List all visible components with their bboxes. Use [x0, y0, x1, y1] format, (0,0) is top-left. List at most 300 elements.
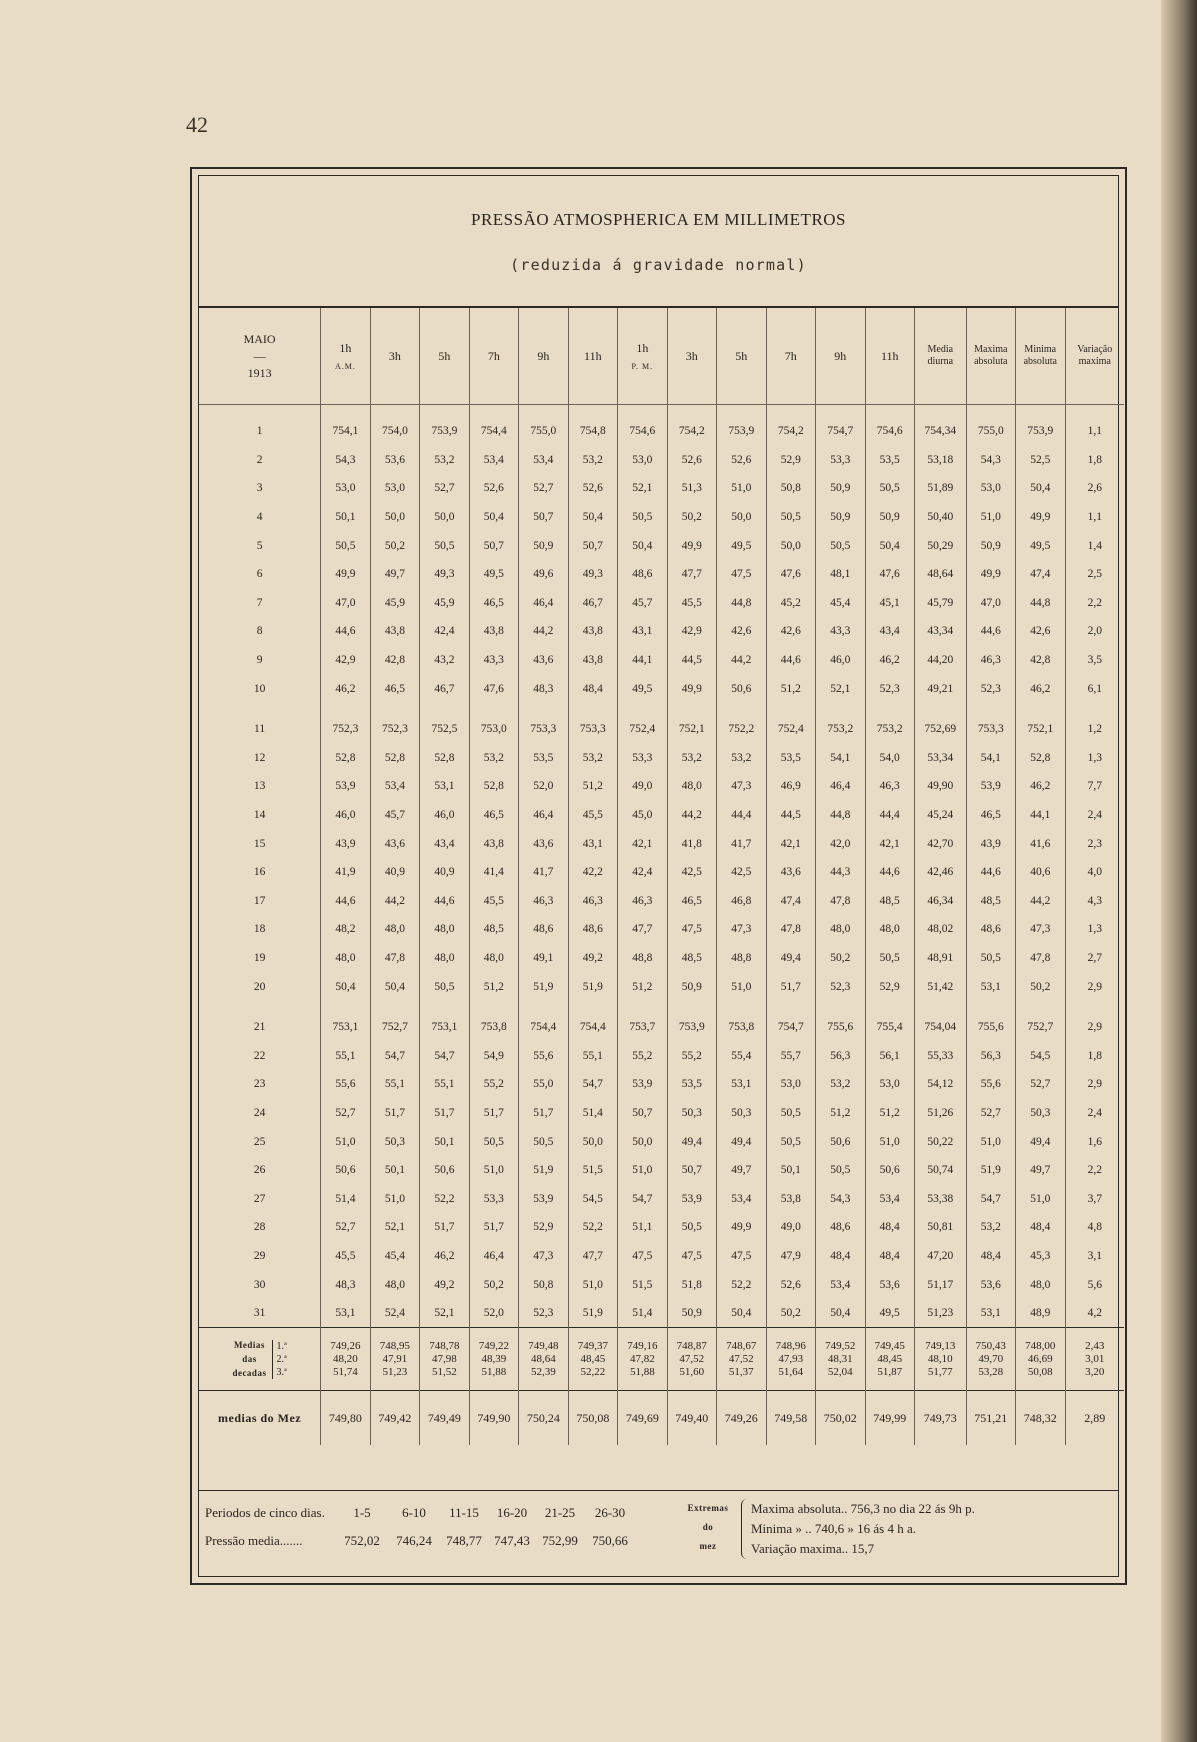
- periodo-value: 750,66: [592, 1533, 628, 1548]
- decadas-value: 749,37: [577, 1339, 608, 1352]
- value-cell: 50,3: [717, 1099, 766, 1128]
- value-cell: 48,8: [717, 944, 766, 973]
- value-cell: 50,81: [914, 1213, 966, 1242]
- value-cell: 47,3: [717, 915, 766, 944]
- decadas-value: 47,52: [679, 1352, 705, 1365]
- hour-label: 5h: [438, 348, 451, 363]
- value-cell: 53,1: [966, 972, 1015, 1001]
- value-cell: 50,5: [667, 1213, 716, 1242]
- value-cell: 50,2: [469, 1270, 518, 1299]
- gap-cell: [865, 1001, 914, 1013]
- day-cell: 11: [254, 723, 266, 736]
- decadas-cell: [914, 1328, 966, 1391]
- value-cell: 52,1: [816, 674, 865, 703]
- value-cell: 51,2: [618, 972, 667, 1001]
- value-cell: 43,8: [469, 829, 518, 858]
- value-cell: 53,2: [966, 1213, 1015, 1242]
- header-line: Minima: [1024, 344, 1057, 355]
- decadas-value: 51,23: [382, 1365, 408, 1378]
- table-row: [199, 1270, 1124, 1299]
- value-cell: 753,9: [1016, 405, 1065, 446]
- value-cell: 42,70: [914, 829, 966, 858]
- gap-cell: [717, 703, 766, 715]
- table-row: [199, 715, 1124, 744]
- value-cell: 52,1: [420, 1299, 469, 1328]
- value-cell: 54,7: [370, 1041, 419, 1070]
- table-row: [199, 1013, 1124, 1042]
- value-cell: 2,5: [1065, 560, 1124, 589]
- value-cell: 44,5: [766, 801, 815, 830]
- value-cell: 43,1: [618, 617, 667, 646]
- value-cell: 46,7: [568, 589, 617, 618]
- value-cell: 48,91: [914, 944, 966, 973]
- value-cell: 53,9: [618, 1070, 667, 1099]
- value-cell: 45,5: [321, 1242, 370, 1271]
- decadas-value: 49,70: [978, 1352, 1004, 1365]
- value-cell: 50,5: [865, 944, 914, 973]
- value-cell: 1,3: [1065, 915, 1124, 944]
- value-cell: 47,4: [1016, 560, 1065, 589]
- value-cell: 52,3: [865, 674, 914, 703]
- value-cell: 755,6: [966, 1013, 1015, 1042]
- decadas-value: 3,01: [1085, 1352, 1105, 1365]
- medias-mez-value: 749,80: [321, 1391, 370, 1446]
- value-cell: 46,5: [966, 801, 1015, 830]
- decade-gap: [199, 1001, 1124, 1013]
- value-cell: 754,2: [766, 405, 815, 446]
- value-cell: 45,24: [914, 801, 966, 830]
- value-cell: 42,6: [766, 617, 815, 646]
- table-row: [199, 915, 1124, 944]
- value-cell: 50,6: [865, 1156, 914, 1185]
- gap-cell: [321, 1001, 370, 1013]
- day-cell: 10: [253, 682, 266, 695]
- value-cell: 46,4: [519, 801, 568, 830]
- periodo-range: 11-15: [449, 1505, 479, 1520]
- value-cell: 2,4: [1065, 1099, 1124, 1128]
- value-cell: 44,8: [717, 589, 766, 618]
- table-row: [199, 1127, 1124, 1156]
- periodos-label: Periodos de cinco dias.: [205, 1505, 325, 1520]
- value-cell: 1,1: [1065, 405, 1124, 446]
- table-row: [199, 474, 1124, 503]
- value-cell: 51,0: [717, 972, 766, 1001]
- value-cell: 50,2: [1016, 972, 1065, 1001]
- decadas-label-cell: [199, 1328, 321, 1391]
- value-cell: 53,2: [667, 744, 716, 773]
- value-cell: 51,1: [618, 1213, 667, 1242]
- day-cell: 4: [256, 511, 263, 524]
- value-cell: 46,2: [420, 1242, 469, 1271]
- decadas-value: 46,69: [1027, 1352, 1053, 1365]
- value-cell: 50,5: [519, 1127, 568, 1156]
- value-cell: 2,2: [1065, 1156, 1124, 1185]
- decadas-label-line: das: [242, 1354, 257, 1365]
- value-cell: 54,7: [966, 1184, 1015, 1213]
- value-cell: 49,5: [1016, 531, 1065, 560]
- header-line: Maxima: [974, 344, 1008, 355]
- value-cell: 56,3: [816, 1041, 865, 1070]
- value-cell: 54,1: [816, 744, 865, 773]
- value-cell: 50,8: [519, 1270, 568, 1299]
- value-cell: 50,6: [321, 1156, 370, 1185]
- value-cell: 46,9: [766, 772, 815, 801]
- decadas-value: 51,64: [778, 1365, 804, 1378]
- day-cell: 17: [253, 894, 266, 907]
- value-cell: 48,5: [469, 915, 518, 944]
- medias-mez-value: 749,90: [469, 1391, 518, 1446]
- value-cell: 48,5: [667, 944, 716, 973]
- decadas-cell: [667, 1328, 716, 1391]
- value-cell: 48,9: [1016, 1299, 1065, 1328]
- header-line: diurna: [927, 356, 954, 367]
- value-cell: 49,9: [717, 1213, 766, 1242]
- value-cell: 51,7: [766, 972, 815, 1001]
- value-cell: 753,3: [966, 715, 1015, 744]
- value-cell: 47,5: [717, 1242, 766, 1271]
- day-cell: 20: [253, 980, 266, 993]
- value-cell: 51,26: [914, 1099, 966, 1128]
- value-cell: 51,0: [865, 1127, 914, 1156]
- hour-label: 3h: [685, 348, 698, 363]
- value-cell: 53,2: [568, 446, 617, 475]
- value-cell: 50,9: [865, 503, 914, 532]
- value-cell: 50,2: [667, 503, 716, 532]
- value-cell: 754,6: [865, 405, 914, 446]
- value-cell: 52,9: [519, 1213, 568, 1242]
- value-cell: 753,3: [519, 715, 568, 744]
- hour-label: 11h: [880, 348, 899, 363]
- month-dash: —: [253, 349, 266, 363]
- value-cell: 46,4: [816, 772, 865, 801]
- value-cell: 42,8: [1016, 646, 1065, 675]
- table-row: [199, 560, 1124, 589]
- value-cell: 752,3: [370, 715, 419, 744]
- decadas-value: 48,45: [877, 1352, 903, 1365]
- value-cell: 53,9: [321, 772, 370, 801]
- value-cell: 53,2: [469, 744, 518, 773]
- header-minima-absoluta: [1016, 308, 1065, 405]
- value-cell: 48,6: [816, 1213, 865, 1242]
- table-body: [199, 405, 1124, 1446]
- decadas-cell: [370, 1328, 419, 1391]
- value-cell: 56,3: [966, 1041, 1015, 1070]
- value-cell: 51,9: [568, 1299, 617, 1328]
- value-cell: 754,4: [568, 1013, 617, 1042]
- value-cell: 54,3: [816, 1184, 865, 1213]
- value-cell: 752,7: [1016, 1013, 1065, 1042]
- value-cell: 45,1: [865, 589, 914, 618]
- table-row: [199, 1299, 1124, 1328]
- gap-cell: [1016, 1001, 1065, 1013]
- value-cell: 52,6: [667, 446, 716, 475]
- value-cell: 47,8: [1016, 944, 1065, 973]
- decadas-value: 748,95: [379, 1339, 411, 1352]
- value-cell: 55,1: [321, 1041, 370, 1070]
- value-cell: 752,4: [766, 715, 815, 744]
- decade-gap: [199, 703, 1124, 715]
- value-cell: 754,7: [816, 405, 865, 446]
- value-cell: 50,0: [618, 1127, 667, 1156]
- value-cell: 48,4: [865, 1242, 914, 1271]
- value-cell: 52,6: [717, 446, 766, 475]
- gap-cell: [1016, 703, 1065, 715]
- value-cell: 50,5: [766, 503, 815, 532]
- header-hour: [519, 308, 568, 405]
- value-cell: 755,6: [816, 1013, 865, 1042]
- value-cell: 49,0: [766, 1213, 815, 1242]
- value-cell: 47,5: [667, 1242, 716, 1271]
- value-cell: 46,2: [1016, 772, 1065, 801]
- value-cell: 53,4: [816, 1270, 865, 1299]
- value-cell: 47,0: [966, 589, 1015, 618]
- value-cell: 49,21: [914, 674, 966, 703]
- value-cell: 47,6: [469, 674, 518, 703]
- value-cell: 45,7: [370, 801, 419, 830]
- periodo-range: 16-20: [496, 1505, 528, 1520]
- day-cell: 9: [256, 654, 263, 667]
- value-cell: 45,3: [1016, 1242, 1065, 1271]
- value-cell: 48,4: [865, 1213, 914, 1242]
- value-cell: 44,2: [667, 801, 716, 830]
- gap-cell: [420, 703, 469, 715]
- value-cell: 51,9: [519, 1156, 568, 1185]
- value-cell: 44,4: [865, 801, 914, 830]
- value-cell: 42,1: [618, 829, 667, 858]
- value-cell: 51,23: [914, 1299, 966, 1328]
- value-cell: 42,6: [1016, 617, 1065, 646]
- decadas-cell: [717, 1328, 766, 1391]
- value-cell: 51,4: [321, 1184, 370, 1213]
- value-cell: 47,9: [766, 1242, 815, 1271]
- extremas-line: Extremas: [687, 1503, 729, 1513]
- value-cell: 51,89: [914, 474, 966, 503]
- value-cell: 50,7: [469, 531, 518, 560]
- header-line: absoluta: [974, 356, 1008, 367]
- value-cell: 53,0: [370, 474, 419, 503]
- value-cell: 44,4: [717, 801, 766, 830]
- decadas-cell: [1016, 1328, 1065, 1391]
- decadas-value: 52,22: [580, 1365, 606, 1378]
- value-cell: 49,5: [717, 531, 766, 560]
- value-cell: 47,20: [914, 1242, 966, 1271]
- value-cell: 54,0: [865, 744, 914, 773]
- value-cell: 50,74: [914, 1156, 966, 1185]
- table-title: PRESSÃO ATMOSPHERICA EM MILLIMETROS: [470, 210, 847, 229]
- medias-decadas-row: [199, 1328, 1124, 1391]
- value-cell: 50,4: [816, 1299, 865, 1328]
- value-cell: 41,7: [717, 829, 766, 858]
- value-cell: 45,0: [618, 801, 667, 830]
- header-hour: [618, 308, 667, 405]
- table-row: [199, 1213, 1124, 1242]
- value-cell: 53,4: [519, 446, 568, 475]
- value-cell: 53,4: [370, 772, 419, 801]
- extremas-minima: Minima » .. 740,6 » 16 ás 4 h a.: [751, 1521, 917, 1536]
- value-cell: 49,7: [370, 560, 419, 589]
- value-cell: 44,2: [370, 887, 419, 916]
- value-cell: 48,0: [420, 915, 469, 944]
- decadas-value: 48,45: [580, 1352, 606, 1365]
- value-cell: 55,1: [420, 1070, 469, 1099]
- header-hour: [469, 308, 518, 405]
- value-cell: 51,2: [469, 972, 518, 1001]
- value-cell: 52,8: [420, 744, 469, 773]
- decadas-value: 47,91: [382, 1352, 408, 1365]
- value-cell: 55,0: [519, 1070, 568, 1099]
- value-cell: 52,5: [1016, 446, 1065, 475]
- value-cell: 50,9: [816, 474, 865, 503]
- hour-label: 7h: [487, 348, 500, 363]
- value-cell: 53,4: [865, 1184, 914, 1213]
- table-row: [199, 944, 1124, 973]
- value-cell: 754,04: [914, 1013, 966, 1042]
- decadas-index-line: 3.ª: [276, 1366, 287, 1378]
- pm-label: P. M.: [631, 362, 654, 371]
- gap-cell: [469, 703, 518, 715]
- value-cell: 50,0: [568, 1127, 617, 1156]
- decadas-label: [232, 1338, 266, 1380]
- header-line: Variação: [1077, 344, 1113, 355]
- value-cell: 50,5: [420, 531, 469, 560]
- value-cell: 755,4: [865, 1013, 914, 1042]
- medias-mez-value: 749,58: [766, 1391, 815, 1446]
- medias-mez-value: 749,99: [865, 1391, 914, 1446]
- value-cell: 1,8: [1065, 446, 1124, 475]
- value-cell: 3,7: [1065, 1184, 1124, 1213]
- value-cell: 53,8: [766, 1184, 815, 1213]
- value-cell: 51,2: [568, 772, 617, 801]
- day-cell: 21: [253, 1021, 266, 1034]
- value-cell: 48,02: [914, 915, 966, 944]
- extremas-label: [677, 1499, 739, 1556]
- value-cell: 49,7: [717, 1156, 766, 1185]
- value-cell: 48,0: [667, 772, 716, 801]
- value-cell: 55,2: [618, 1041, 667, 1070]
- value-cell: 50,5: [766, 1127, 815, 1156]
- value-cell: 46,34: [914, 887, 966, 916]
- value-cell: 52,3: [816, 972, 865, 1001]
- decadas-value: 51,37: [728, 1365, 754, 1378]
- decadas-value: 51,77: [927, 1365, 953, 1378]
- day-cell: 6: [256, 568, 263, 581]
- value-cell: 49,0: [618, 772, 667, 801]
- value-cell: 45,5: [667, 589, 716, 618]
- value-cell: 753,0: [469, 715, 518, 744]
- value-cell: 51,0: [1016, 1184, 1065, 1213]
- table-row: [199, 617, 1124, 646]
- medias-mez-value: 748,32: [1016, 1391, 1065, 1446]
- gap-cell: [766, 703, 815, 715]
- value-cell: 46,3: [519, 887, 568, 916]
- value-cell: 50,0: [766, 531, 815, 560]
- value-cell: 46,3: [568, 887, 617, 916]
- value-cell: 43,8: [370, 617, 419, 646]
- extremas-variacao: Variação maxima.. 15,7: [751, 1541, 875, 1556]
- gap-cell: [914, 1001, 966, 1013]
- value-cell: 55,2: [469, 1070, 518, 1099]
- gap-cell: [717, 1001, 766, 1013]
- value-cell: 49,4: [766, 944, 815, 973]
- value-cell: 3,5: [1065, 646, 1124, 675]
- hour-label: 11h: [584, 348, 602, 363]
- gap-cell: [199, 1001, 321, 1013]
- day-cell: 12: [253, 751, 266, 764]
- summary-footer: [199, 1490, 1118, 1581]
- value-cell: 51,7: [519, 1099, 568, 1128]
- value-cell: 1,6: [1065, 1127, 1124, 1156]
- value-cell: 2,9: [1065, 972, 1124, 1001]
- value-cell: 6,1: [1065, 674, 1124, 703]
- value-cell: 753,1: [321, 1013, 370, 1042]
- decadas-value: 47,93: [778, 1352, 804, 1365]
- value-cell: 48,0: [370, 915, 419, 944]
- gap-cell: [469, 1001, 518, 1013]
- value-cell: 42,5: [717, 858, 766, 887]
- decadas-value: 749,48: [528, 1339, 559, 1352]
- periodo-range: 26-30: [594, 1505, 626, 1520]
- value-cell: 2,7: [1065, 944, 1124, 973]
- table-row: [199, 589, 1124, 618]
- medias-mez-value: 749,69: [618, 1391, 667, 1446]
- value-cell: 48,5: [865, 887, 914, 916]
- value-cell: 50,2: [766, 1299, 815, 1328]
- medias-mez-value: 749,49: [420, 1391, 469, 1446]
- table-row: [199, 1242, 1124, 1271]
- value-cell: 47,7: [618, 915, 667, 944]
- value-cell: 43,6: [766, 858, 815, 887]
- value-cell: 50,4: [568, 503, 617, 532]
- decadas-value: 749,22: [478, 1339, 509, 1352]
- value-cell: 48,0: [469, 944, 518, 973]
- value-cell: 754,1: [321, 405, 370, 446]
- value-cell: 50,4: [717, 1299, 766, 1328]
- header-maxima-absoluta: [966, 308, 1015, 405]
- value-cell: 46,0: [420, 801, 469, 830]
- gap-cell: [370, 703, 419, 715]
- decadas-value: 750,43: [975, 1339, 1006, 1352]
- value-cell: 49,4: [667, 1127, 716, 1156]
- medias-mez-value: 749,73: [914, 1391, 966, 1446]
- value-cell: 49,5: [618, 674, 667, 703]
- value-cell: 53,4: [469, 446, 518, 475]
- value-cell: 4,0: [1065, 858, 1124, 887]
- value-cell: 48,64: [914, 560, 966, 589]
- value-cell: 50,3: [667, 1099, 716, 1128]
- decadas-value: 748,96: [775, 1339, 806, 1352]
- value-cell: 754,4: [519, 1013, 568, 1042]
- value-cell: 53,0: [321, 474, 370, 503]
- value-cell: 55,7: [766, 1041, 815, 1070]
- table-row: [199, 1041, 1124, 1070]
- value-cell: 43,9: [966, 829, 1015, 858]
- value-cell: 50,4: [469, 503, 518, 532]
- value-cell: 48,0: [370, 1270, 419, 1299]
- value-cell: 48,0: [1016, 1270, 1065, 1299]
- value-cell: 47,4: [766, 887, 815, 916]
- value-cell: 49,5: [469, 560, 518, 589]
- value-cell: 40,9: [420, 858, 469, 887]
- value-cell: 50,4: [370, 972, 419, 1001]
- value-cell: 42,2: [568, 858, 617, 887]
- decadas-value: 47,98: [432, 1352, 457, 1365]
- value-cell: 54,3: [966, 446, 1015, 475]
- table-row: [199, 646, 1124, 675]
- value-cell: 5,6: [1065, 1270, 1124, 1299]
- header-line: absoluta: [1023, 356, 1057, 367]
- value-cell: 51,7: [420, 1099, 469, 1128]
- decadas-value: 749,52: [825, 1339, 856, 1352]
